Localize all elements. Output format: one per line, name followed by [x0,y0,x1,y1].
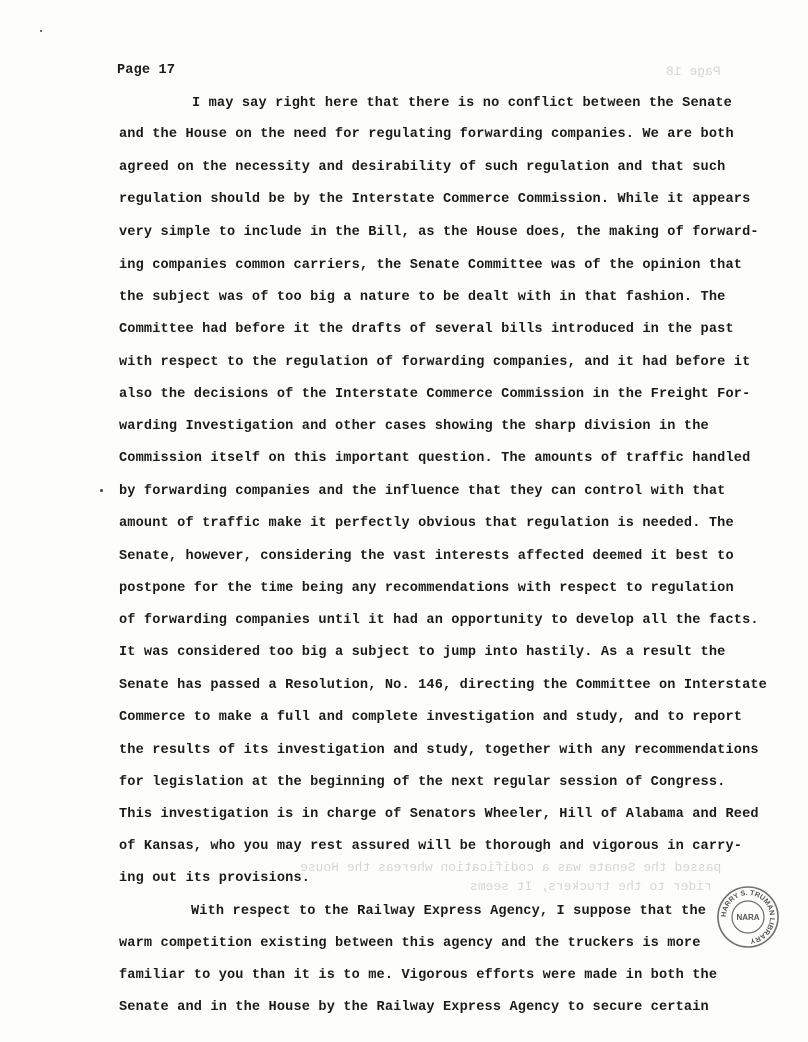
text-line: the results of its investigation and study, together with any recommendations [119,743,759,758]
scan-speck [100,489,103,492]
text-line: familiar to you than it is to me. Vigorous efforts were made in both the [119,968,718,983]
text-line: warding Investigation and other cases showing the sharp division in the [119,419,709,434]
text-line: very simple to include in the Bill, as the House does, the making of forward- [119,225,759,240]
text-line: amount of traffic make it perfectly obvious that regulation is needed. The [119,516,734,531]
text-line: postpone for the time being any recommendations with respect to regulation [119,581,734,596]
stamp-center-text: NARA [736,913,760,922]
page-label: Page 17 [117,63,176,78]
text-line: Senate and in the House by the Railway Express Agency to secure certain [119,1000,709,1015]
text-line: of forwarding companies until it had an opportunity to develop all the facts. [119,613,759,628]
text-line: Senate has passed a Resolution, No. 146, directing the Committee on Interstate [119,678,767,693]
text-line: with respect to the regulation of forwarding companies, and it had before it [119,355,751,370]
text-line: With respect to the Railway Express Agency, I suppose that the [191,904,707,919]
text-line: for legislation at the beginning of the next regular session of Congress. [119,775,726,790]
text-line: It was considered too big a subject to jump into hastily. As a result the [119,645,726,660]
show-through-line: passed the Senate was a codification whereas the House [300,860,722,875]
text-line: ing companies common carriers, the Senate Committee was of the opinion that [119,258,743,273]
text-line: agreed on the necessity and desirability of such regulation and that such [119,160,726,175]
text-line: ing out its provisions. [119,871,311,886]
show-through-line: rider to the truckers, It seems [470,879,712,894]
stamp-ring-text: HARRY S. TRUMAN LIBRARY [718,887,778,946]
text-line: the subject was of too big a nature to be dealt with in that fashion. The [119,290,726,305]
text-line: I may say right here that there is no conflict between the Senate [192,96,732,111]
text-line: and the House on the need for regulating forwarding companies. We are both [119,127,734,142]
scan-speck [40,30,42,32]
text-line: This investigation is in charge of Senators Wheeler, Hill of Alabama and Reed [119,807,759,822]
text-line: Committee had before it the drafts of several bills introduced in the past [119,322,734,337]
text-line: Senate, however, considering the vast interests affected deemed it best to [119,549,734,564]
text-line: Commerce to make a full and complete investigation and study, and to report [119,710,743,725]
archive-stamp [716,885,780,949]
text-line: warm competition existing between this agency and the truckers is more [119,936,701,951]
text-line: of Kansas, who you may rest assured will be thorough and vigorous in carry- [119,839,743,854]
text-line: Commission itself on this important question. The amounts of traffic handled [119,451,751,466]
show-through-page-label: Page 18 [666,64,721,79]
text-line: by forwarding companies and the influence that they can control with that [119,484,726,499]
text-line: also the decisions of the Interstate Commerce Commission in the Freight For- [119,387,751,402]
text-line: regulation should be by the Interstate Commerce Commission. While it appears [119,192,751,207]
